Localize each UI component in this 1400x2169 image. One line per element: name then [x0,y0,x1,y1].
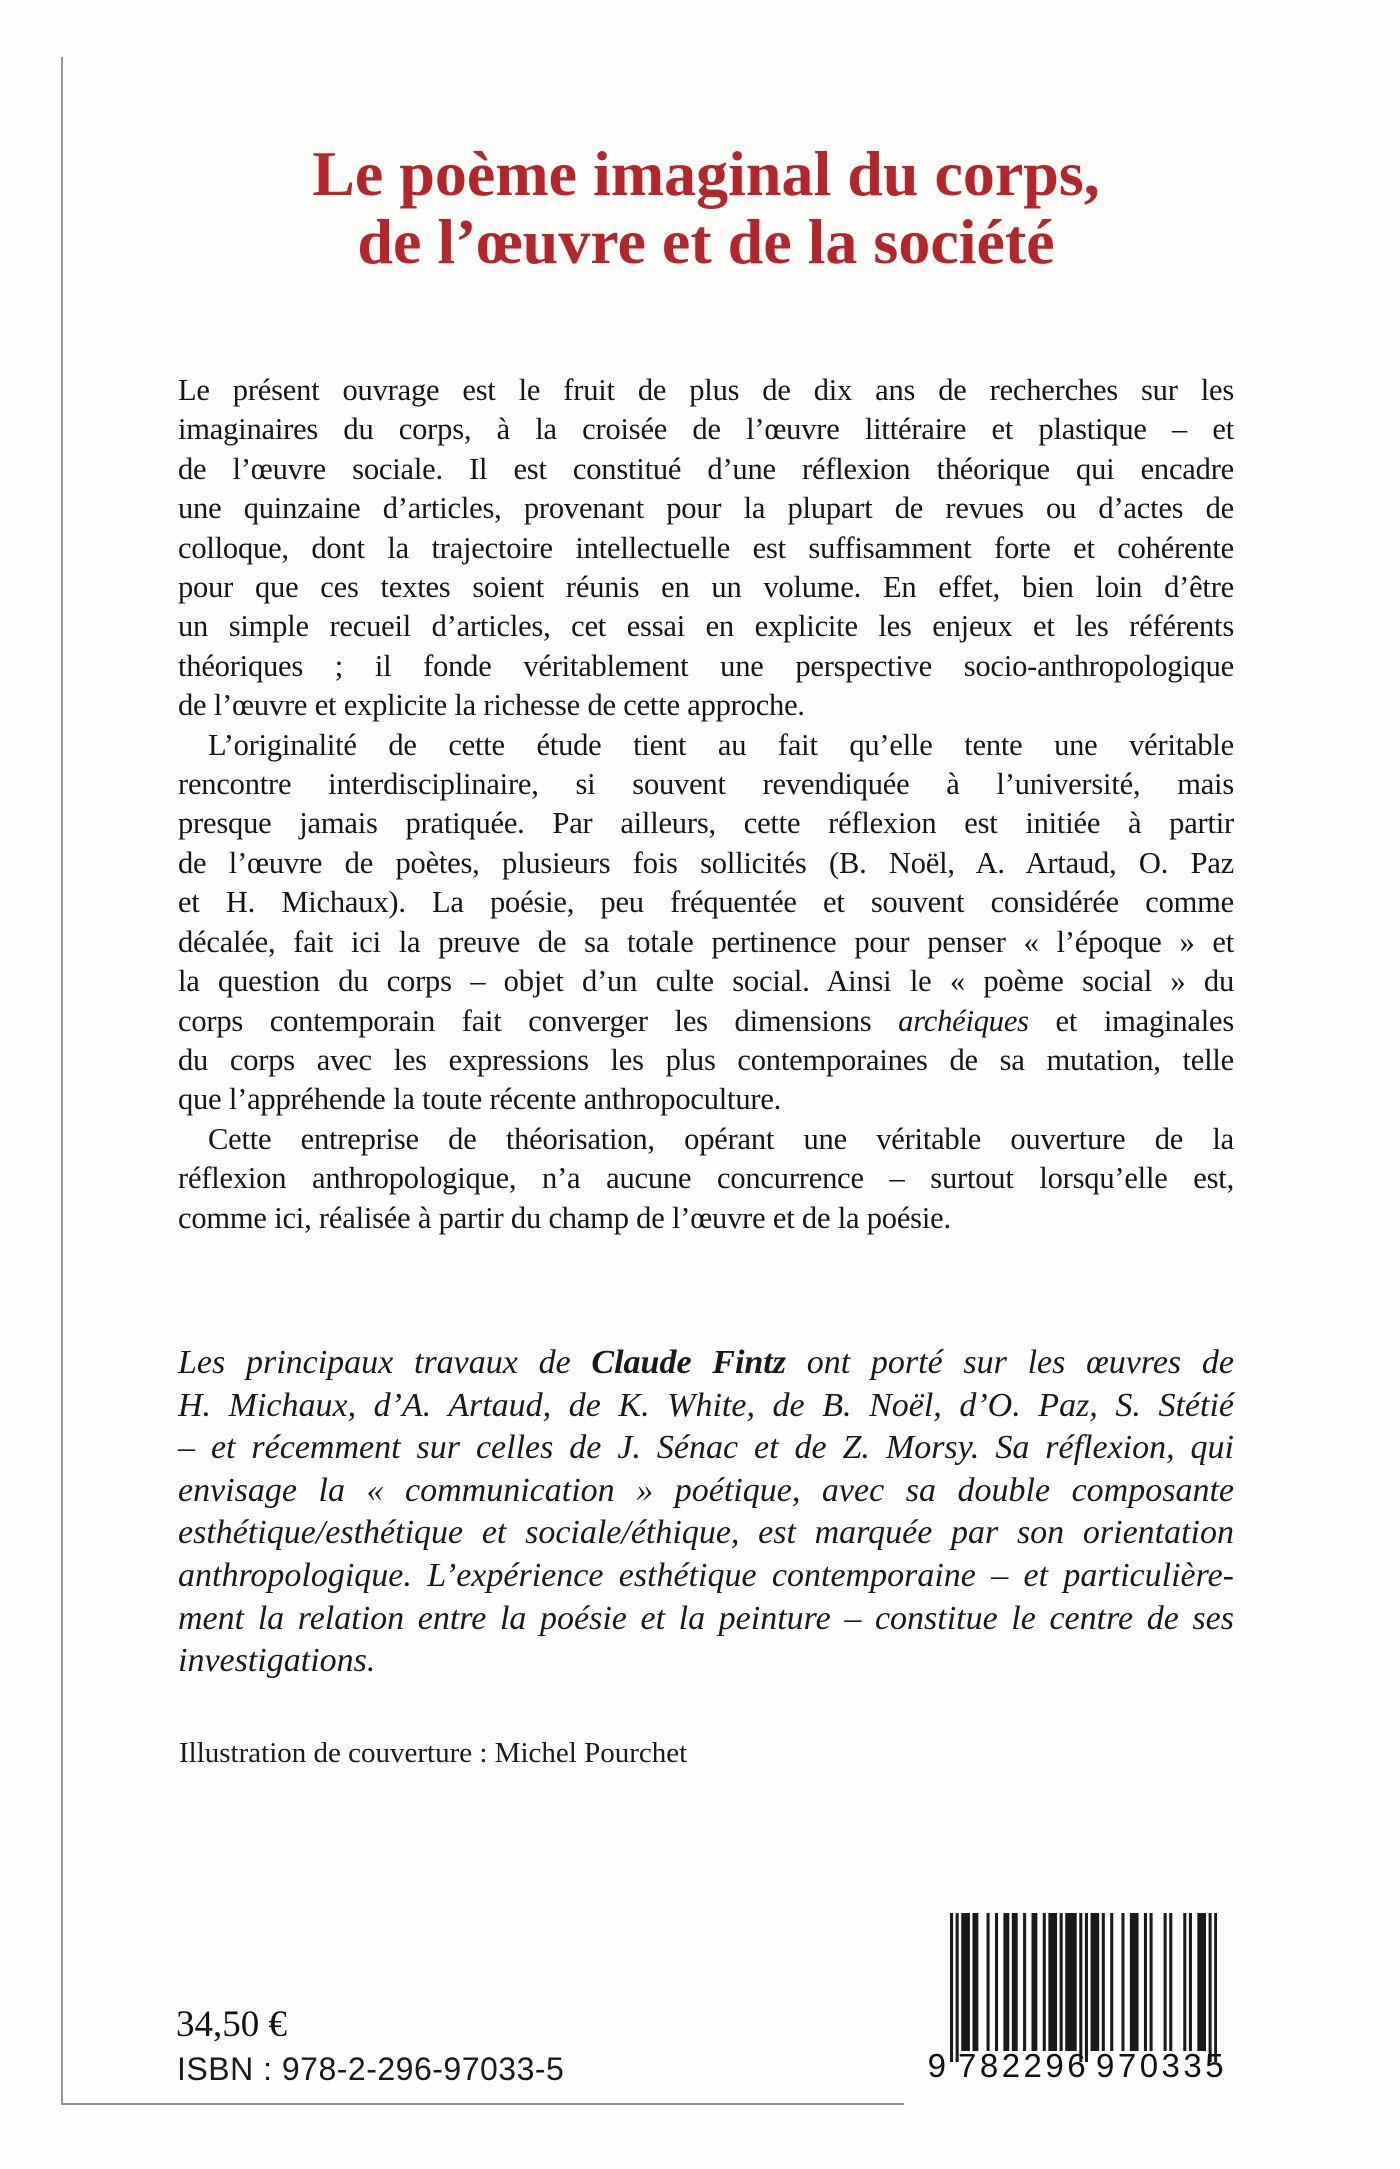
synopsis-line: théoriques ; il fonde véritablement une perspective socio-anthropologique [178,648,1234,683]
synopsis-line: et H. Michaux). La poésie, peu fréquentée et souvent considérée comme [178,885,1234,920]
synopsis-line: Le présent ouvrage est le fruit de plus de dix ans de recherches sur les [178,373,1234,407]
synopsis-line: de l’œuvre de poètes, plusieurs fois sollicités (B. Noël, A. Artaud, O. Paz [178,845,1234,880]
synopsis-line: rencontre interdisciplinaire, si souvent revendiquée à l’université, mais [178,767,1234,802]
synopsis-line: que l’appréhende la toute récente anthropoculture. [178,1082,782,1117]
bio-line: ment la relation entre la poésie et la peinture – constitue le centre de ses [178,1599,1234,1637]
bio-line: – et récemment sur celles de J. Sénac et de Z. Morsy. Sa réflexion, qui [178,1429,1234,1467]
synopsis-line: de l’œuvre sociale. Il est constitué d’une réflexion théorique qui encadre [178,451,1234,486]
bio-line: investigations. [178,1642,376,1680]
synopsis-line: un simple recueil d’articles, cet essai en explicite les enjeux et les référents [178,609,1234,644]
bio-line: envisage la « communication » poétique, avec sa double composante [178,1471,1234,1509]
bio-line: Les principaux travaux de Claude Fintz ont porté sur les œuvres de [178,1344,1234,1381]
bio-line: esthétique/esthétique et sociale/éthique, est marquée par son orientation [178,1514,1234,1552]
barcode-bars [950,1913,1217,2062]
synopsis-line: décalée, fait ici la preuve de sa totale pertinence pour penser « l’époque » et [178,924,1234,959]
synopsis-line: presque jamais pratiquée. Par ailleurs, cette réflexion est initiée à partir [178,806,1234,841]
book-title-line-1: Le poème imaginal du corps, [312,138,1100,209]
bio-line: H. Michaux, d’A. Artaud, de K. White, de B. Noël, d’O. Paz, S. Stétié [178,1386,1234,1424]
bio-line: anthropologique. L’expérience esthétique contemporaine – et particulière- [178,1556,1234,1594]
synopsis [178,371,1234,1238]
synopsis-line: de l’œuvre et explicite la richesse de cette approche. [178,688,805,723]
isbn: ISBN : 978-2-296-97033-5 [177,2051,565,2087]
barcode [927,1913,1228,2084]
price: 34,50 € [176,2004,287,2045]
synopsis-line: corps contemporain fait converger les dimensions archéiques et imaginales [178,1003,1234,1038]
book-title [178,140,1234,276]
synopsis-line: pour que ces textes soient réunis en un volume. En effet, bien loin d’être [178,570,1234,605]
synopsis-line: du corps avec les expressions les plus contemporaines de sa mutation, telle [178,1042,1234,1077]
synopsis-line: une quinzaine d’articles, provenant pour la plupart de revues ou d’actes de [178,491,1234,526]
synopsis-line: la question du corps – objet d’un culte social. Ainsi le « poème social » du [178,964,1234,999]
barcode-first-digit: 9 [927,2047,946,2084]
synopsis-line: comme ici, réalisée à partir du champ de l’œuvre et de la poésie. [178,1200,951,1235]
cover-illustration-credit: Illustration de couverture : Michel Pourchet [179,1737,688,1769]
synopsis-line: colloque, dont la trajectoire intellectuelle est suffisamment forte et cohérente [178,530,1234,565]
synopsis-line: Cette entreprise de théorisation, opérant une véritable ouverture de la [208,1121,1234,1156]
book-title-line-2: de l’œuvre et de la société [357,206,1055,277]
synopsis-line: imaginaires du corps, à la croisée de l’œuvre littéraire et plastique – et [178,412,1234,447]
synopsis-line: réflexion anthropologique, n’a aucune concurrence – surtout lorsqu’elle est, [178,1161,1234,1196]
barcode-left-digits: 782296 [958,2047,1090,2084]
page-edge-bottom [61,2103,904,2105]
synopsis-line: L’originalité de cette étude tient au fait qu’elle tente une véritable [208,727,1234,762]
author-bio [178,1342,1234,1683]
page-edge-left [61,57,63,2105]
barcode-right-digits: 970335 [1096,2047,1228,2084]
